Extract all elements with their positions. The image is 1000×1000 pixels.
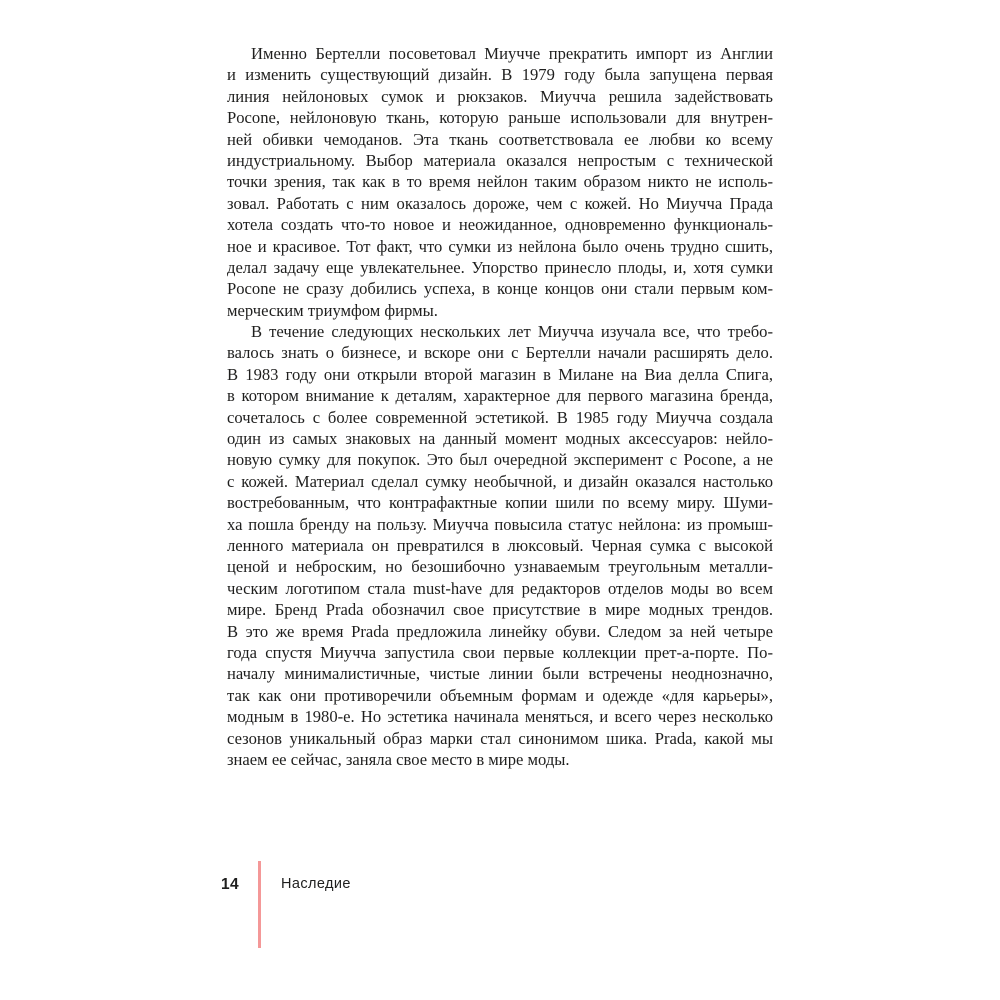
text-line-p2-2: валось знать о бизнесе, и вскоре они с Бертелли начали расширять дело. [227, 343, 773, 363]
text-line-p1-13: мерческим триумфом фирмы. [227, 300, 438, 320]
text-line-p2-21: знаем ее сейчас, заняла свое место в мире моды. [227, 749, 570, 769]
text-line-p1-8: зовал. Работать с ним оказалось дороже, чем с кожей. Но Миучча Прада [227, 193, 773, 213]
text-line-p2-18: так как они противоречили объемным формам и одежде «для карьеры», [227, 685, 773, 705]
body-text [227, 43, 773, 770]
text-line-p2-4: в котором внимание к деталям, характерное для первого магазина бренда, [227, 386, 773, 406]
text-line-p2-9: востребованным, что контрафактные копии шили по всему миру. Шуми- [227, 493, 773, 513]
text-line-p2-7: новую сумку для покупок. Это был очередной эксперимент с Pocone, а не [227, 450, 773, 470]
text-line-p1-1: Именно Бертелли посоветовал Миучче прекратить импорт из Англии [251, 44, 773, 63]
text-line-p2-8: с кожей. Материал сделал сумку необычной, и дизайн оказался настолько [227, 471, 773, 491]
text-line-p1-7: точки зрения, так как в то время нейлон таким образом никто не исполь- [227, 172, 773, 192]
text-line-p1-9: хотела создать что-то новое и неожиданное, одновременно функциональ- [227, 215, 773, 235]
footer-rule [258, 861, 261, 948]
text-line-p1-5: ней обивки чемоданов. Эта ткань соответствовала ее любви ко всему [227, 129, 773, 149]
text-line-p1-3: линия нейлоновых сумок и рюкзаков. Миучча решила задействовать [227, 86, 773, 106]
text-line-p2-5: сочеталось с более современной эстетикой. В 1985 году Миучча создала [227, 407, 773, 427]
text-line-p2-6: один из самых знаковых на данный момент модных аксессуаров: нейло- [227, 429, 773, 449]
text-line-p1-11: делал задачу еще увлекательнее. Упорство принесло плоды, и, хотя сумки [227, 257, 773, 277]
text-line-p2-3: В 1983 году они открыли второй магазин в Милане на Виа делла Спига, [227, 364, 773, 384]
text-line-p2-1: В течение следующих нескольких лет Миучча изучала все, что требо- [251, 322, 773, 342]
text-line-p2-14: мире. Бренд Prada обозначил свое присутствие в мире модных трендов. [227, 600, 773, 620]
text-line-p2-17: началу минималистичные, чистые линии были встречены неоднозначно, [227, 664, 773, 684]
text-line-p2-13: ческим логотипом стала must-have для редакторов отделов моды во всем [227, 578, 773, 598]
text-line-p1-4: Pocone, нейлоновую ткань, которую раньше использовали для внутрен- [227, 108, 773, 128]
text-line-p1-6: индустриальному. Выбор материала оказался непростым с технической [227, 150, 773, 170]
text-line-p2-12: ценой и неброским, но безошибочно узнаваемым треугольным металли- [227, 557, 773, 577]
text-line-p2-20: сезонов уникальный образ марки стал синонимом шика. Prada, какой мы [227, 728, 773, 748]
text-line-p1-10: ное и красивое. Тот факт, что сумки из нейлона было очень трудно сшить, [227, 236, 773, 256]
text-line-p2-11: ленного материала он превратился в люксовый. Черная сумка с высокой [227, 535, 773, 555]
text-line-p1-2: и изменить существующий дизайн. В 1979 году была запущена первая [227, 65, 773, 85]
page-number: 14 [221, 876, 240, 893]
text-line-p2-16: года спустя Миучча запустила свои первые коллекции прет-а-порте. По- [227, 642, 773, 662]
section-title: Наследие [281, 876, 351, 892]
text-line-p2-10: ха пошла бренду на пользу. Миучча повысила статус нейлона: из промыш- [227, 514, 773, 534]
text-line-p2-15: В это же время Prada предложила линейку обуви. Следом за ней четыре [227, 621, 773, 641]
text-line-p2-19: модным в 1980-е. Но эстетика начинала меняться, и всего через несколько [227, 707, 773, 727]
text-line-p1-12: Pocone не сразу добились успеха, в конце концов они стали первым ком- [227, 279, 773, 299]
